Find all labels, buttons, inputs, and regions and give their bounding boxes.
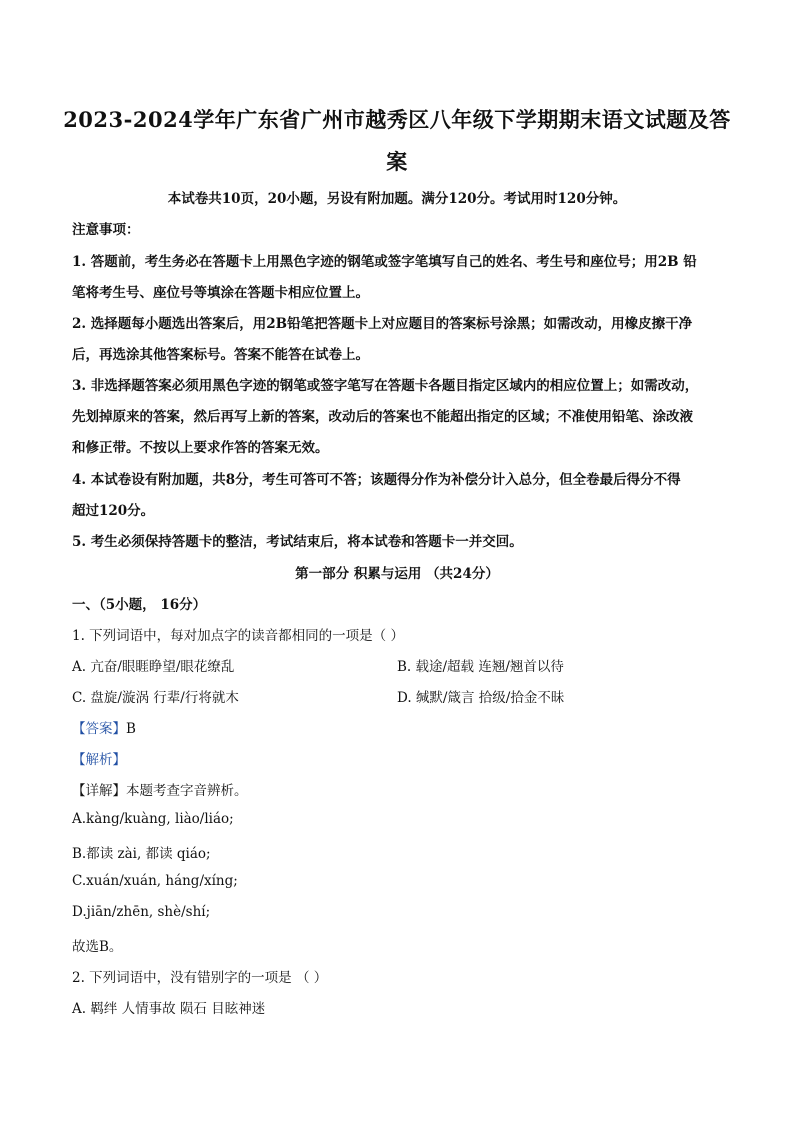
exam-intro: 本试卷共10页，20小题，另设有附加题。满分120分。考试用时120分钟。: [167, 191, 627, 207]
analysis-row: [72, 748, 126, 768]
document-title-line-2: 案: [386, 149, 408, 174]
detail-text: 本题考查字音辨析。: [126, 783, 248, 799]
question-1-stem: 1. 下列词语中，每对加点字的读音都相同的一项是（ ）: [72, 628, 404, 644]
notice-line: 5. 考生必须保持答题卡的整洁，考试结束后，将本试卷和答题卡一并交回。: [72, 534, 523, 550]
question-1-option-a: A. 亢奋/眼睚睁望/眼花缭乱: [72, 659, 235, 675]
notice-line: 先划掉原来的答案，然后再写上新的答案，改动后的答案也不能超出指定的区域；不准使用铅笔、涂改液: [72, 409, 693, 425]
explanation-line: C.xuán/xuán, háng/xíng;: [72, 873, 238, 889]
section-heading: 一、（5小题， 16分）: [72, 597, 207, 613]
notice-line: 3. 非选择题答案必须用黑色字迹的钢笔或签字笔写在答题卡各题目指定区域内的相应位置上；如需改动，: [72, 378, 699, 394]
notice-line: 笔将考生号、座位号等填涂在答题卡相应位置上。: [72, 285, 369, 301]
explanation-line: B.都读 zài, 都读 qiáo;: [72, 846, 211, 862]
notice-line: 后，再选涂其他答案标号。答案不能答在试卷上。: [72, 347, 369, 363]
question-1-option-c: C. 盘旋/漩涡 行辈/行将就木: [72, 690, 239, 706]
notice-line: 1. 答题前，考生务必在答题卡上用黑色字迹的钢笔或签字笔填写自己的姓名、考生号和座位号；用2B 铅: [72, 254, 697, 270]
explanation-line: D.jiān/zhēn, shè/shí;: [72, 904, 211, 920]
analysis-tag: 【解析】: [72, 752, 126, 768]
question-1-option-d: D. 缄默/箴言 拾级/拾金不昧: [397, 690, 565, 706]
question-2-stem: 2. 下列词语中，没有错别字的一项是 （ ）: [72, 970, 328, 986]
detail-row: [72, 779, 248, 799]
notice-line: 2. 选择题每小题选出答案后，用2B铅笔把答题卡上对应题目的答案标号涂黑；如需改动，用橡皮擦干净: [72, 316, 693, 332]
detail-tag: 【详解】: [72, 783, 126, 799]
notice-line: 和修正带。不按以上要求作答的答案无效。: [72, 440, 329, 456]
answer-tag: 【答案】: [72, 721, 126, 737]
document-title-line-1: 2023-2024学年广东省广州市越秀区八年级下学期期末语文试题及答: [63, 107, 731, 132]
question-2-option-a: A. 羁绊 人情事故 陨石 目眩神迷: [72, 1001, 266, 1017]
question-1-option-b: B. 载途/超载 连翘/翘首以待: [397, 659, 564, 675]
answer-row: [72, 717, 136, 737]
answer-value: B: [126, 721, 136, 737]
notice-line: 超过120分。: [72, 503, 155, 519]
part-heading: 第一部分 积累与运用 （共24分）: [295, 566, 499, 582]
notice-line: 4. 本试卷设有附加题，共8分，考生可答可不答；该题得分作为补偿分计入总分，但全卷最后得分不得: [72, 472, 681, 488]
notice-heading: 注意事项：: [72, 222, 140, 238]
explanation-line: 故选B。: [72, 939, 123, 955]
explanation-line: A.kàng/kuàng, liào/liáo;: [72, 811, 234, 827]
